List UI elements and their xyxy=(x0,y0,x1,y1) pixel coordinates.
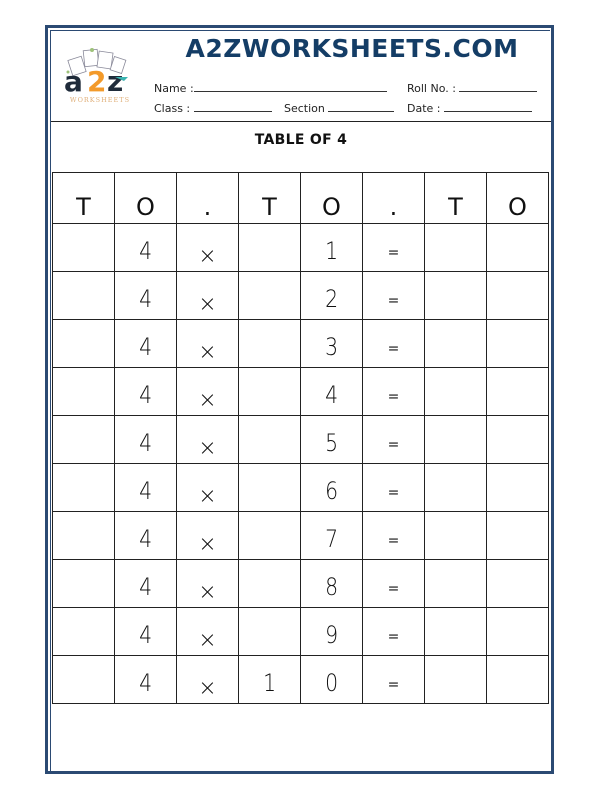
svg-text:a: a xyxy=(64,65,83,98)
column-header-tens: T xyxy=(53,173,115,224)
column-header-dot: . xyxy=(177,173,239,224)
multiplier-ones: 9 xyxy=(325,620,338,649)
answer-ones-cell[interactable] xyxy=(487,512,549,560)
table-row xyxy=(53,416,549,464)
equals-icon: = xyxy=(387,245,400,261)
column-header-dot: . xyxy=(363,173,425,224)
operator-cell xyxy=(177,416,239,464)
equals-cell xyxy=(363,272,425,320)
multiplier-ones: 3 xyxy=(325,332,338,361)
multiplicand-cell xyxy=(115,272,177,320)
multiplicand: 4 xyxy=(139,428,152,457)
multiplicand: 4 xyxy=(139,284,152,313)
equals-icon: = xyxy=(387,437,400,453)
svg-text:z: z xyxy=(107,65,124,98)
column-header-tens: T xyxy=(425,173,487,224)
brand-title: A2ZWORKSHEETS.COM xyxy=(185,34,519,63)
multiplicand: 4 xyxy=(139,380,152,409)
multiplicand: 4 xyxy=(139,476,152,505)
times-icon: × xyxy=(198,676,217,701)
section-field[interactable] xyxy=(284,100,394,116)
equals-icon: = xyxy=(387,533,400,549)
equals-icon: = xyxy=(387,389,400,405)
name-field[interactable] xyxy=(154,80,387,96)
answer-tens-cell[interactable] xyxy=(425,656,487,704)
multiplier-tens-cell xyxy=(239,464,301,512)
multiplier-ones: 0 xyxy=(325,668,338,697)
multiplier-ones: 6 xyxy=(325,476,338,505)
answer-blank-cell[interactable] xyxy=(53,272,115,320)
equals-cell xyxy=(363,656,425,704)
equals-cell xyxy=(363,464,425,512)
multiplier-tens-cell xyxy=(239,512,301,560)
equals-cell xyxy=(363,512,425,560)
multiplicand: 4 xyxy=(139,236,152,265)
svg-text:WORKSHEETS: WORKSHEETS xyxy=(69,96,131,104)
header-divider xyxy=(51,121,551,122)
multiplicand-cell xyxy=(115,368,177,416)
equals-icon: = xyxy=(387,581,400,597)
times-icon: × xyxy=(198,340,217,365)
operator-cell xyxy=(177,368,239,416)
column-header-row xyxy=(53,173,549,224)
multiplication-grid xyxy=(52,172,549,704)
equals-icon: = xyxy=(387,341,400,357)
answer-tens-cell[interactable] xyxy=(425,512,487,560)
multiplicand-cell xyxy=(115,656,177,704)
answer-ones-cell[interactable] xyxy=(487,272,549,320)
answer-ones-cell[interactable] xyxy=(487,224,549,272)
table-row xyxy=(53,464,549,512)
multiplier-ones: 2 xyxy=(325,284,338,313)
answer-blank-cell[interactable] xyxy=(53,560,115,608)
answer-ones-cell[interactable] xyxy=(487,560,549,608)
answer-ones-cell[interactable] xyxy=(487,368,549,416)
equals-cell xyxy=(363,560,425,608)
answer-blank-cell[interactable] xyxy=(53,464,115,512)
svg-text:2: 2 xyxy=(87,65,107,98)
answer-tens-cell[interactable] xyxy=(425,464,487,512)
table-row xyxy=(53,368,549,416)
multiplicand-cell xyxy=(115,512,177,560)
answer-blank-cell[interactable] xyxy=(53,608,115,656)
operator-cell xyxy=(177,608,239,656)
answer-blank-cell[interactable] xyxy=(53,512,115,560)
multiplicand: 4 xyxy=(139,524,152,553)
operator-cell xyxy=(177,320,239,368)
answer-blank-cell[interactable] xyxy=(53,368,115,416)
operator-cell xyxy=(177,656,239,704)
multiplicand-cell xyxy=(115,416,177,464)
a2z-worksheets-logo xyxy=(60,44,140,106)
answer-blank-cell[interactable] xyxy=(53,320,115,368)
times-icon: × xyxy=(198,628,217,653)
multiplier-tens-cell xyxy=(239,560,301,608)
column-header-ones: O xyxy=(487,173,549,224)
class-field[interactable] xyxy=(154,100,272,116)
class-input-line[interactable] xyxy=(194,100,272,112)
multiplicand-cell xyxy=(115,608,177,656)
multiplier-ones: 5 xyxy=(325,428,338,457)
times-icon: × xyxy=(198,244,217,269)
operator-cell xyxy=(177,464,239,512)
times-icon: × xyxy=(198,388,217,413)
roll-no-input-line[interactable] xyxy=(459,80,537,92)
class-label: Class : xyxy=(154,102,191,115)
multiplier-ones-cell xyxy=(301,608,363,656)
name-label: Name : xyxy=(154,82,194,95)
multiplier-ones: 8 xyxy=(325,572,338,601)
equals-icon: = xyxy=(387,677,400,693)
table-row xyxy=(53,512,549,560)
answer-blank-cell[interactable] xyxy=(53,224,115,272)
column-header-ones: O xyxy=(301,173,363,224)
multiplier-tens-cell xyxy=(239,368,301,416)
multiplier-ones-cell xyxy=(301,512,363,560)
logo-icon xyxy=(60,44,140,106)
multiplier-ones-cell xyxy=(301,320,363,368)
operator-cell xyxy=(177,512,239,560)
multiplicand: 4 xyxy=(139,620,152,649)
roll-no-field[interactable] xyxy=(407,80,537,96)
equals-cell xyxy=(363,608,425,656)
multiplier-ones-cell xyxy=(301,560,363,608)
table-row xyxy=(53,608,549,656)
multiplicand: 4 xyxy=(139,572,152,601)
multiplier-ones-cell xyxy=(301,224,363,272)
table-row xyxy=(53,320,549,368)
answer-ones-cell[interactable] xyxy=(487,608,549,656)
answer-tens-cell[interactable] xyxy=(425,368,487,416)
table-row xyxy=(53,560,549,608)
times-icon: × xyxy=(198,580,217,605)
multiplicand: 4 xyxy=(139,668,152,697)
times-icon: × xyxy=(198,532,217,557)
answer-blank-cell[interactable] xyxy=(53,656,115,704)
section-label: Section xyxy=(284,102,325,115)
operator-cell xyxy=(177,560,239,608)
multiplier-ones-cell xyxy=(301,416,363,464)
answer-ones-cell[interactable] xyxy=(487,416,549,464)
times-icon: × xyxy=(198,292,217,317)
answer-ones-cell[interactable] xyxy=(487,656,549,704)
equals-icon: = xyxy=(387,293,400,309)
date-field[interactable] xyxy=(407,100,532,116)
answer-tens-cell[interactable] xyxy=(425,608,487,656)
multiplier-tens-cell xyxy=(239,608,301,656)
equals-icon: = xyxy=(387,485,400,501)
answer-tens-cell[interactable] xyxy=(425,224,487,272)
answer-tens-cell[interactable] xyxy=(425,272,487,320)
column-header-ones: O xyxy=(115,173,177,224)
multiplicand-cell xyxy=(115,224,177,272)
equals-icon: = xyxy=(387,629,400,645)
multiplier-tens: 1 xyxy=(263,668,276,697)
multiplier-ones-cell xyxy=(301,368,363,416)
times-icon: × xyxy=(198,436,217,461)
answer-tens-cell[interactable] xyxy=(425,416,487,464)
multiplier-tens-cell xyxy=(239,416,301,464)
table-row xyxy=(53,272,549,320)
multiplier-tens-cell xyxy=(239,272,301,320)
multiplier-ones-cell xyxy=(301,464,363,512)
equals-cell xyxy=(363,368,425,416)
multiplicand-cell xyxy=(115,464,177,512)
answer-ones-cell[interactable] xyxy=(487,464,549,512)
multiplier-tens-cell xyxy=(239,224,301,272)
equals-cell xyxy=(363,416,425,464)
roll-no-label: Roll No. : xyxy=(407,82,456,95)
multiplier-ones-cell xyxy=(301,272,363,320)
name-input-line[interactable] xyxy=(194,80,387,92)
operator-cell xyxy=(177,224,239,272)
operator-cell xyxy=(177,272,239,320)
multiplier-ones: 1 xyxy=(325,236,338,265)
column-header-tens: T xyxy=(239,173,301,224)
multiplier-tens-cell xyxy=(239,656,301,704)
answer-tens-cell[interactable] xyxy=(425,560,487,608)
multiplicand: 4 xyxy=(139,332,152,361)
equals-cell xyxy=(363,224,425,272)
answer-blank-cell[interactable] xyxy=(53,416,115,464)
date-label: Date : xyxy=(407,102,441,115)
equals-cell xyxy=(363,320,425,368)
table-row xyxy=(53,656,549,704)
multiplier-tens-cell xyxy=(239,320,301,368)
answer-tens-cell[interactable] xyxy=(425,320,487,368)
multiplier-ones-cell xyxy=(301,656,363,704)
worksheet-title: TABLE OF 4 xyxy=(254,132,348,148)
date-input-line[interactable] xyxy=(444,100,532,112)
multiplier-ones: 7 xyxy=(325,524,338,553)
multiplier-ones: 4 xyxy=(325,380,338,409)
times-icon: × xyxy=(198,484,217,509)
multiplicand-cell xyxy=(115,320,177,368)
table-row xyxy=(53,224,549,272)
answer-ones-cell[interactable] xyxy=(487,320,549,368)
multiplicand-cell xyxy=(115,560,177,608)
section-input-line[interactable] xyxy=(328,100,394,112)
